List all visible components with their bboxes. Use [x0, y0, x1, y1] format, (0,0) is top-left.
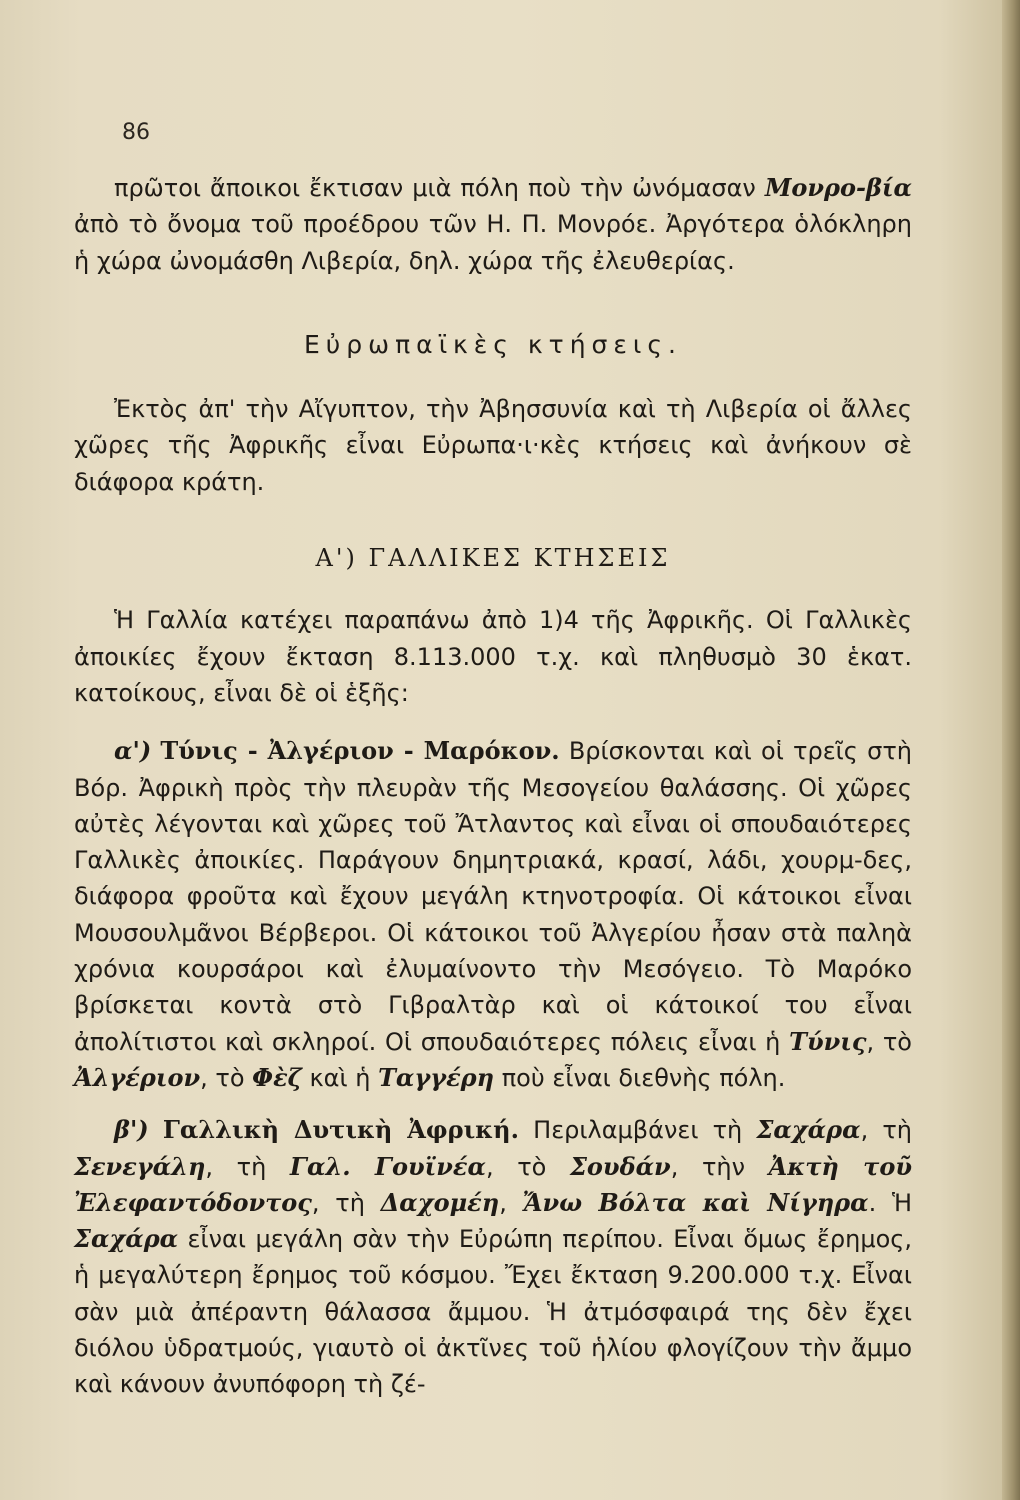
section-paragraph: Ἐκτὸς ἀπ' τὴν Αἴγυπτον, τὴν Ἀβησσυνία καὶ τὴ Λιβερία οἱ ἄλλες χῶρες τῆς Ἀφρικῆς εἶναι Εὐρωπα·ι·κὲς κτήσεις καὶ ἀνήκουν σὲ διάφορα κράτη.	[74, 395, 912, 496]
beta-term-guinea: Γαλ. Γουϊνέα	[289, 1151, 486, 1181]
alpha-city-fez: Φὲζ	[252, 1062, 302, 1092]
beta-text-7: ,	[499, 1188, 523, 1217]
beta-text-4: , τὸ	[485, 1152, 570, 1181]
beta-term-dahomey: Δαχομέη	[380, 1187, 500, 1217]
alpha-paragraph	[74, 733, 912, 1096]
page-number: 86	[122, 120, 150, 145]
beta-text-3: , τὴ	[205, 1152, 290, 1181]
alpha-city-algiers: Ἀλγέριον	[74, 1062, 201, 1092]
alpha-city-tangier: Ταγγέρη	[378, 1062, 495, 1092]
beta-term-sudan: Σουδάν	[569, 1151, 671, 1181]
alpha-text-4: καὶ ἡ	[301, 1063, 379, 1092]
beta-label: β')	[114, 1115, 149, 1145]
beta-text-8: . Ἡ	[868, 1188, 913, 1217]
alpha-text-1: Βρίσκονται καὶ οἱ τρεῖς στὴ Βόρ. Ἀφρικὴ πρὸς τὴν πλευρὰν τῆς Μεσογείου θαλάσσης. Οἱ χῶρες αὐτὲς λέγονται καὶ χῶρες τοῦ Ἄτλαντος καὶ εἶναι οἱ σπουδαιότερες Γαλλικὲς ἀποικίες. Παράγουν δημητριακά, κρασί, λάδι, χουρμ-δες, διάφορα φροῦτα καὶ ἔχουν μεγάλη κτηνοτροφία. Οἱ κάτοικοι εἶναι Μουσουλμᾶνοι Βέρβεροι. Οἱ κάτοικοι τοῦ Ἀλγερίου ἦσαν στὰ παληὰ χρόνια κουρσάροι καὶ ἐλυμαίνοντο τὴν Μεσόγειο. Τὸ Μαρόκο βρίσκεται κοντὰ στὸ Γιβραλτὰρ καὶ οἱ κάτοικοί του εἶναι ἀπολίτιστοι καὶ σκληροί. Οἱ σπουδαιότερες πόλεις εἶναι ἡ	[74, 737, 912, 1056]
beta-term-sahara-2: Σαχάρα	[74, 1224, 179, 1254]
page-body	[74, 170, 912, 1403]
alpha-text-5: ποὺ εἶναι διεθνὴς πόλη.	[494, 1063, 786, 1092]
alpha-city-tunis: Τύνις	[789, 1026, 867, 1056]
alpha-title: Τύνις - Ἀλγέριον - Μαρόκον.	[160, 736, 560, 766]
french-paragraph: Ἡ Γαλλία κατέχει παραπάνω ἀπὸ 1)4 τῆς Ἀφρικῆς. Οἱ Γαλλικὲς ἀποικίες ἔχουν ἔκταση 8.113.000 τ.χ. καὶ πληθυσμὸ 30 ἑκατ. κατοίκους, εἶναι δὲ οἱ ἑξῆς:	[74, 606, 912, 707]
intro-paragraph	[74, 170, 912, 279]
alpha-label: α')	[114, 736, 152, 766]
intro-emphasis-monrovia: Μονρο-βία	[764, 173, 912, 202]
beta-title: Γαλλικὴ Δυτικὴ Ἀφρική.	[162, 1115, 519, 1145]
beta-text-1: Περιλαμβάνει τὴ	[518, 1116, 757, 1145]
alpha-text-2: , τὸ	[866, 1027, 912, 1056]
beta-term-ivory-coast: Ἀκτὴ τοῦ Ἐλεφαντόδοντος	[74, 1151, 912, 1217]
intro-text-2: ἀπὸ τὸ ὄνομα τοῦ προέδρου τῶν Η. Π. Μονρόε. Ἀργότερα ὁλόκληρη ἡ χώρα ὠνομάσθη Λιβερία, δηλ. χώρα τῆς ἐλευθερίας.	[74, 210, 912, 275]
subheading-french-possessions: Α') ΓΑΛΛΙΚΕΣ ΚΤΗΣΕΙΣ	[315, 544, 671, 573]
beta-text-6: , τὴ	[311, 1188, 381, 1217]
intro-text-1: πρῶτοι ἄποικοι ἔκτισαν μιὰ πόλη ποὺ τὴν ὠνόμασαν	[114, 174, 765, 202]
beta-term-sahara: Σαχάρα	[756, 1115, 861, 1145]
beta-paragraph	[74, 1112, 912, 1402]
section-heading: Εὐρωπαϊκὲς κτήσεις.	[304, 329, 682, 359]
beta-text-2: , τὴ	[860, 1116, 913, 1145]
alpha-text-3: , τὸ	[200, 1063, 253, 1092]
page-binding-edge	[1002, 0, 1020, 1500]
beta-term-senegal: Σενεγάλη	[74, 1151, 206, 1181]
beta-term-upper-volta-niger: Ἄνω Βόλτα καὶ Νίγηρα	[522, 1187, 869, 1217]
beta-text-9: εἶναι μεγάλη σὰν τὴν Εὐρώπη περίπου. Εἶναι ὅμως ἔρημος, ἡ μεγαλύτερη ἔρημος τοῦ κόσμου. Ἔχει ἔκταση 9.200.000 τ.χ. Εἶναι σὰν μιὰ ἀπέραντη θάλασσα ἄμμου. Ἡ ἀτμόσφαιρά της δὲν ἔχει διόλου ὑδρατμούς, γιαυτὸ οἱ ἀκτῖνες τοῦ ἡλίου φλογίζουν τὴν ἄμμο καὶ κάνουν ἀνυπόφορη τὴ ζέ-	[74, 1225, 912, 1399]
beta-text-5: , τὴν	[670, 1152, 769, 1181]
